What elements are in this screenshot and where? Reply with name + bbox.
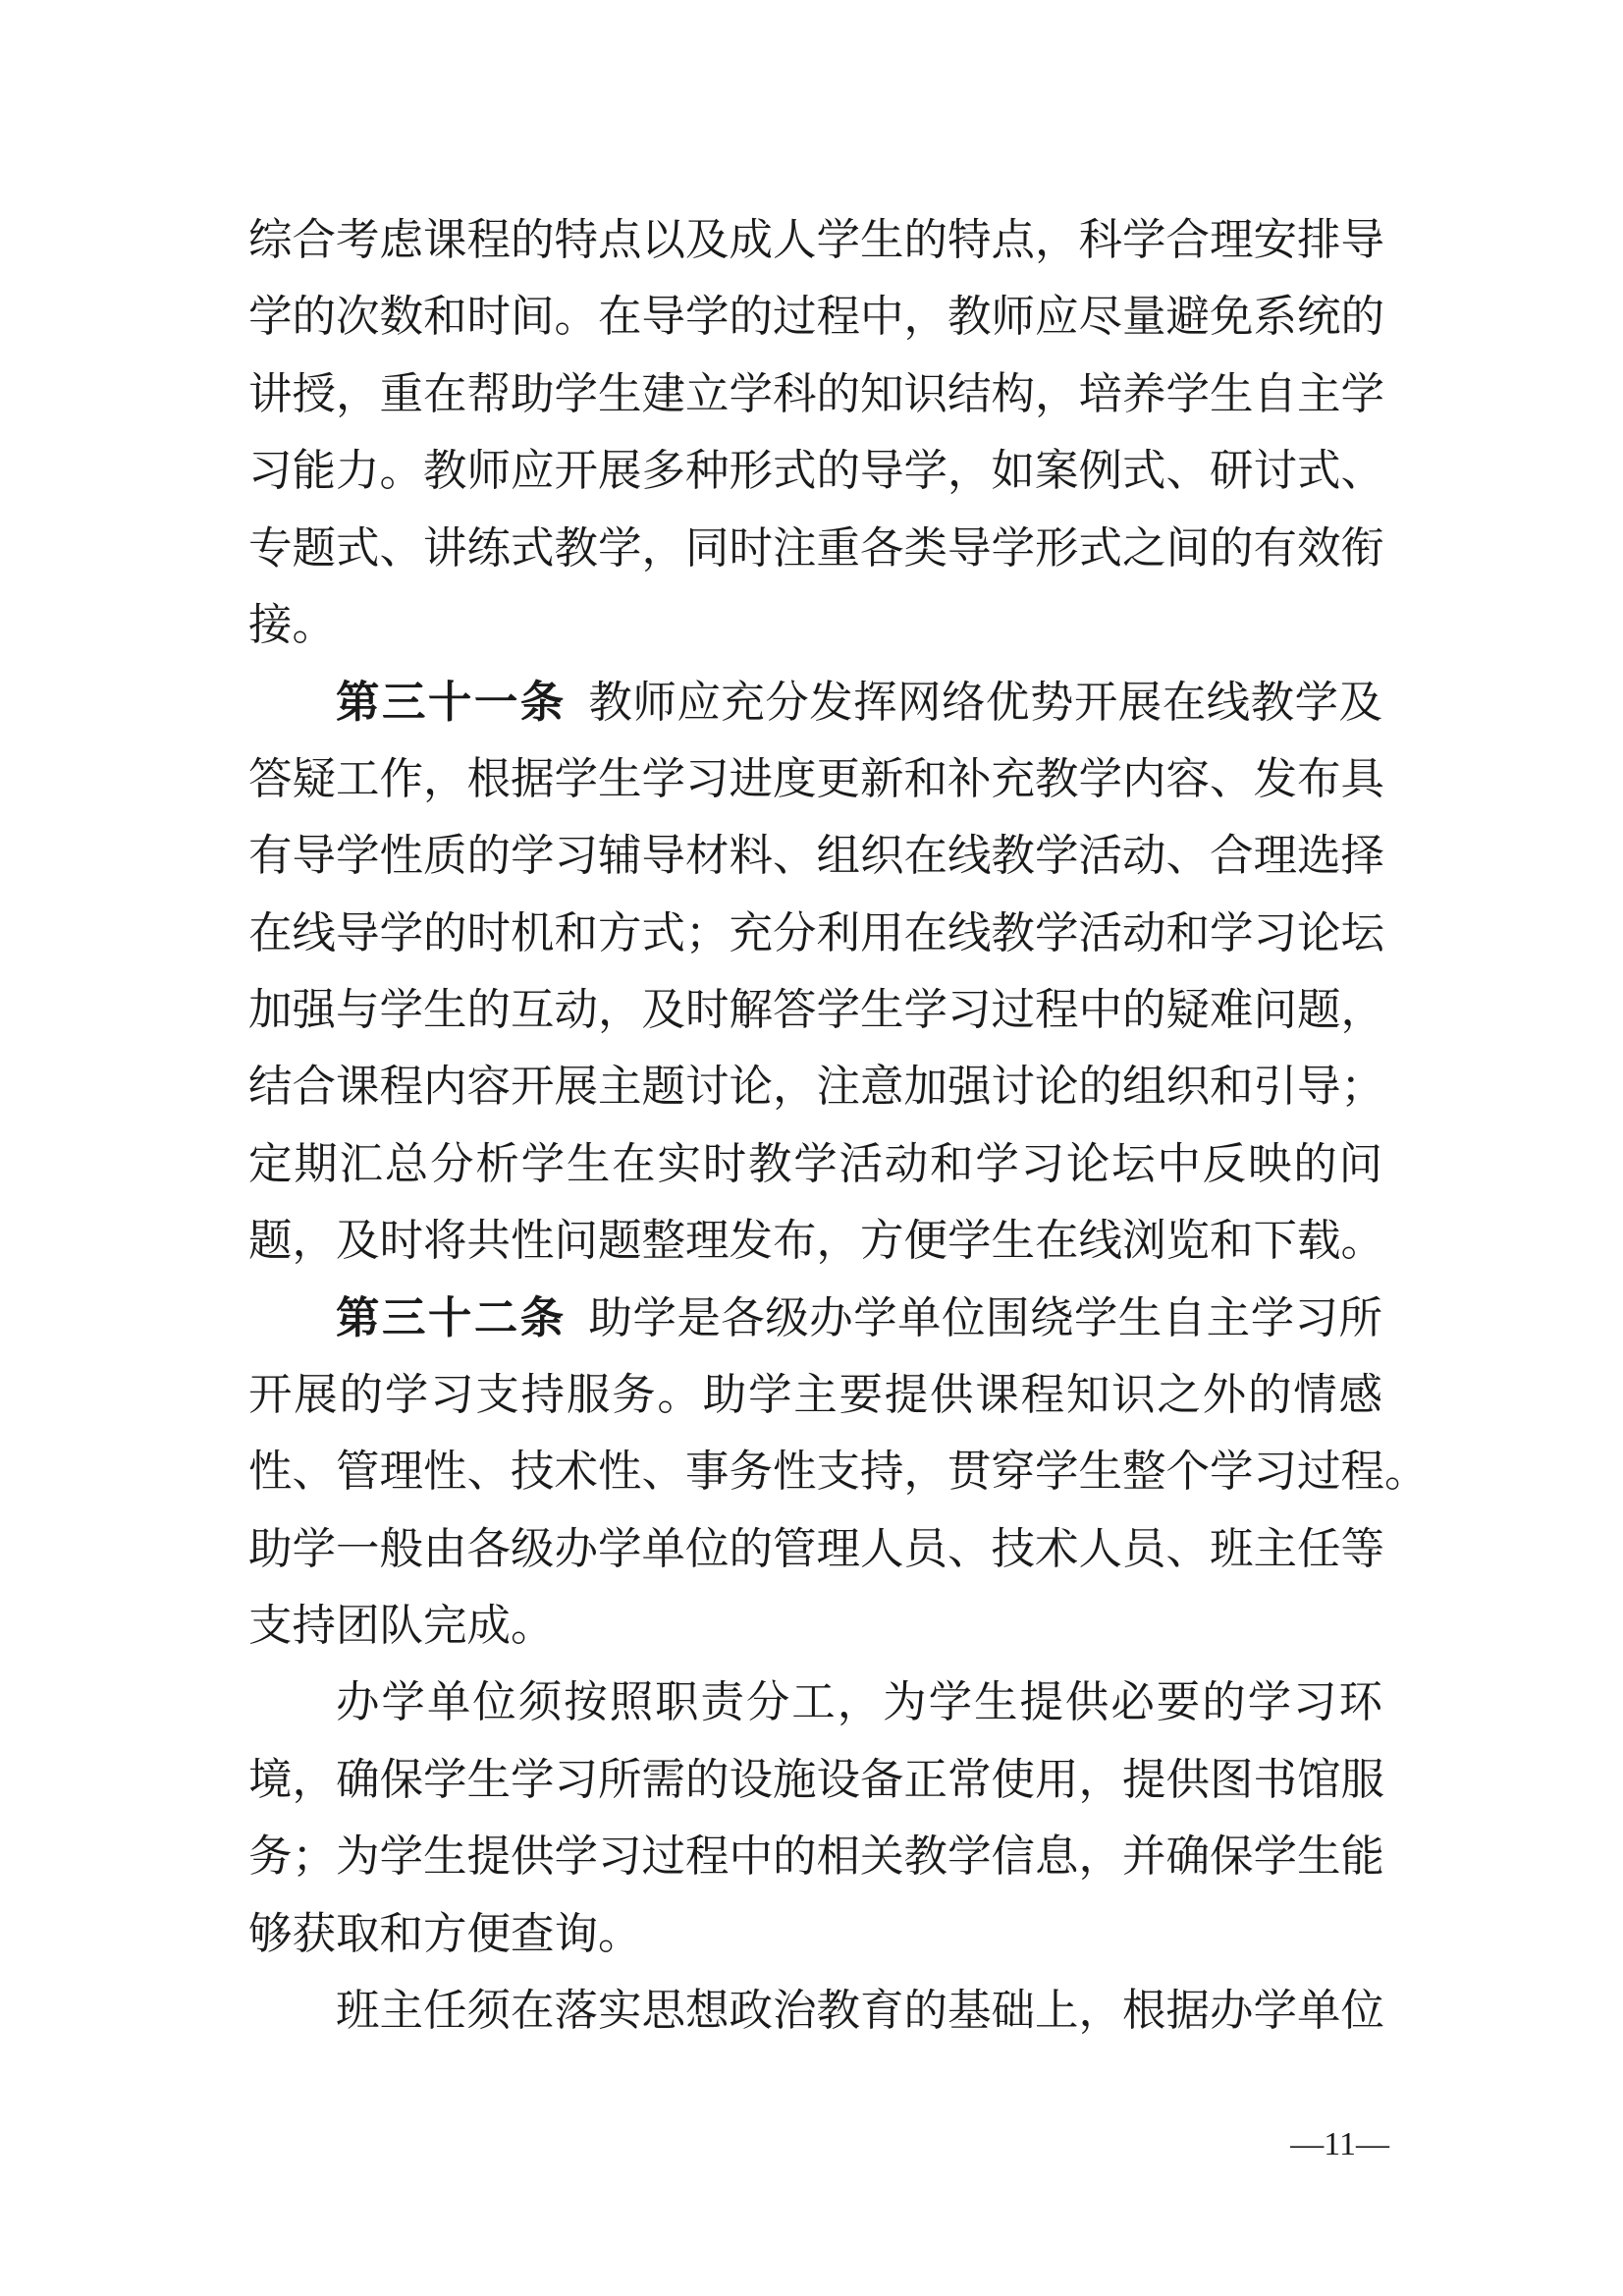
text-line <box>248 1280 1382 1356</box>
text-line: 习能力。教师应开展多种形式的导学，如案例式、研讨式、 <box>248 446 1385 497</box>
text-line: 办学单位须按照职责分工，为学生提供必要的学习环 <box>336 1677 1382 1728</box>
text-line: 结合课程内容开展主题讨论，注意加强讨论的组织和引导； <box>248 1062 1385 1113</box>
text-line: 有导学性质的学习辅导材料、组织在线教学活动、合理选择 <box>248 831 1385 882</box>
body-text <box>248 202 1429 2050</box>
article-32-paragraph <box>248 1280 1429 1665</box>
text-line: 讲授，重在帮助学生建立学科的知识结构，培养学生自主学 <box>248 368 1385 419</box>
text-line: 综合考虑课程的特点以及成人学生的特点，科学合理安排导 <box>248 215 1385 265</box>
text-line: 加强与学生的互动，及时解答学生学习过程中的疑难问题， <box>248 984 1385 1035</box>
text-line: 定期汇总分析学生在实时教学活动和学习论坛中反映的问 <box>248 1138 1382 1189</box>
paragraph <box>248 1665 1385 1973</box>
text-line: 题，及时将共性问题整理发布，方便学生在线浏览和下载。 <box>248 1216 1385 1267</box>
article-text: 助学是各级办学单位围绕学生自主学习所 <box>587 1293 1382 1344</box>
text-line: 支持团队完成。 <box>248 1601 555 1652</box>
paragraph <box>248 1973 1385 2050</box>
article-text <box>567 678 588 728</box>
text-line: 性、管理性、技术性、事务性支持，贯穿学生整个学习过程。 <box>248 1447 1429 1498</box>
text-line: 助学一般由各级办学单位的管理人员、技术人员、班主任等 <box>248 1523 1385 1574</box>
text-line <box>248 664 1382 740</box>
text-line: 答疑工作，根据学生学习进度更新和补充教学内容、发布具 <box>248 753 1385 804</box>
text-line: 境，确保学生学习所需的设施设备正常使用，提供图书馆服 <box>248 1754 1385 1805</box>
text-line: 务；为学生提供学习过程中的相关教学信息，并确保学生能 <box>248 1831 1385 1883</box>
text-line: 专题式、讲练式教学，同时注重各类导学形式之间的有效衔 <box>248 522 1385 574</box>
text-line: 班主任须在落实思想政治教育的基础上，根据办学单位 <box>336 1985 1385 2036</box>
article-31-paragraph <box>248 664 1385 1280</box>
text-line: 开展的学习支持服务。助学主要提供课程知识之外的情感 <box>248 1369 1382 1420</box>
text-line: 学的次数和时间。在导学的过程中，教师应尽量避免系统的 <box>248 292 1385 343</box>
text-line: 在线导学的时机和方式；充分利用在线教学活动和学习论坛 <box>248 907 1385 958</box>
page-number: —11— <box>1290 2126 1389 2162</box>
paragraph <box>248 202 1385 664</box>
article-number: 第三十一条 <box>336 677 567 729</box>
text-line: 接。 <box>248 599 337 650</box>
text-line: 够获取和方便查询。 <box>248 1908 642 1959</box>
article-text: 教师应充分发挥网络优势开展在线教学及 <box>587 678 1382 729</box>
article-number: 第三十二条 <box>336 1292 567 1344</box>
article-text <box>567 1293 588 1343</box>
